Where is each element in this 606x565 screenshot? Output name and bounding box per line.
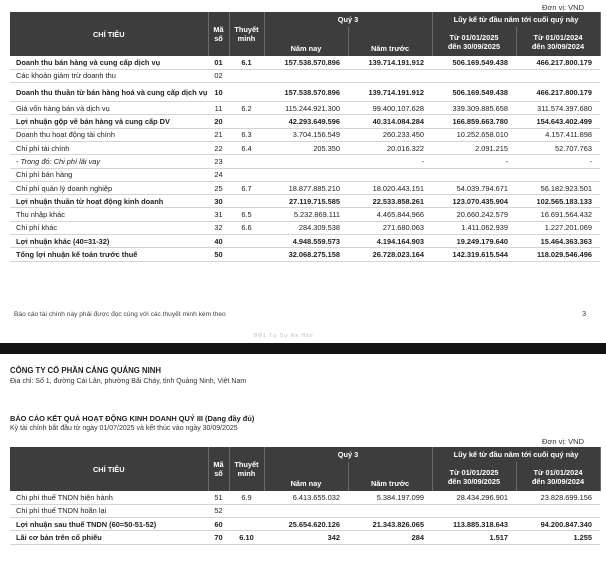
row-label: Doanh thu bán hàng và cung cấp dịch vụ: [10, 56, 208, 69]
row-thuyet-minh: 6.10: [229, 531, 264, 544]
cell-luy-ke-2024: 16.691.564.432: [516, 208, 600, 221]
cell-quy-nam-truoc: 4.465.844.966: [348, 208, 432, 221]
row-ma-so: 51: [208, 491, 229, 504]
header-tu-2024: Từ 01/01/2024 đến 30/09/2024: [516, 27, 600, 56]
cell-luy-ke-2025: 123.070.435.904: [432, 195, 516, 208]
row-label: Chi phí thuế TNDN hoãn lại: [10, 504, 208, 517]
cell-quy-nam-nay: [264, 504, 348, 517]
row-label: Chi phí thuế TNDN hiện hành: [10, 491, 208, 504]
header-tu-2025: Từ 01/01/2025 đến 30/09/2025: [432, 462, 516, 491]
table-row: [10, 531, 600, 544]
cell-quy-nam-truoc: 22.533.858.261: [348, 195, 432, 208]
row-ma-so: 24: [208, 168, 229, 181]
cell-quy-nam-truoc: [348, 168, 432, 181]
cell-luy-ke-2025: [432, 504, 516, 517]
cell-quy-nam-nay: 284.309.538: [264, 221, 348, 234]
row-thuyet-minh: [229, 83, 264, 102]
page-number: 3: [582, 311, 586, 318]
row-thuyet-minh: [229, 69, 264, 82]
row-label: Chi phí quản lý doanh nghiệp: [10, 181, 208, 194]
table-row: [10, 115, 600, 128]
row-label: Lợi nhuận thuần từ hoạt động kinh doanh: [10, 195, 208, 208]
cell-quy-nam-truoc: 284: [348, 531, 432, 544]
cell-luy-ke-2024: [516, 69, 600, 82]
row-label: Doanh thu thuần từ bán hàng hoá và cung cấp dịch vụ: [10, 83, 208, 102]
header-ma-so: Mã số: [208, 447, 229, 491]
header-quy: Quý 3: [264, 447, 432, 462]
table-row: [10, 102, 600, 115]
cell-luy-ke-2024: -: [516, 155, 600, 168]
table-row: [10, 208, 600, 221]
cell-luy-ke-2024: 52.707.763: [516, 141, 600, 154]
cell-luy-ke-2025: 142.319.615.544: [432, 248, 516, 261]
table-row: [10, 56, 600, 69]
table-row: [10, 83, 600, 102]
cell-luy-ke-2025: 28.434.296.901: [432, 491, 516, 504]
cell-quy-nam-nay: 3.704.156.549: [264, 128, 348, 141]
cell-quy-nam-truoc: 40.314.084.284: [348, 115, 432, 128]
row-label: Các khoản giảm trừ doanh thu: [10, 69, 208, 82]
cell-luy-ke-2025: 20.660.242.579: [432, 208, 516, 221]
row-label: Chi phí tài chính: [10, 141, 208, 154]
cell-quy-nam-nay: 205.350: [264, 141, 348, 154]
cell-quy-nam-nay: 32.068.275.158: [264, 248, 348, 261]
row-ma-so: 50: [208, 248, 229, 261]
cell-quy-nam-nay: 115.244.921.300: [264, 102, 348, 115]
row-thuyet-minh: [229, 235, 264, 248]
table-row: [10, 248, 600, 261]
cell-quy-nam-nay: [264, 155, 348, 168]
cell-luy-ke-2024: 56.182.923.501: [516, 181, 600, 194]
header-quy: Quý 3: [264, 12, 432, 27]
cell-quy-nam-nay: 157.538.570.896: [264, 56, 348, 69]
cell-luy-ke-2025: 339.309.885.658: [432, 102, 516, 115]
row-ma-so: 70: [208, 531, 229, 544]
cell-luy-ke-2024: 102.565.183.133: [516, 195, 600, 208]
row-ma-so: 20: [208, 115, 229, 128]
row-ma-so: 11: [208, 102, 229, 115]
row-thuyet-minh: 6.1: [229, 56, 264, 69]
cell-luy-ke-2025: -: [432, 155, 516, 168]
row-ma-so: 22: [208, 141, 229, 154]
cell-quy-nam-truoc: 4.194.164.903: [348, 235, 432, 248]
cell-luy-ke-2025: 506.169.549.438: [432, 56, 516, 69]
row-ma-so: 10: [208, 83, 229, 102]
cell-luy-ke-2025: 506.169.549.438: [432, 83, 516, 102]
row-ma-so: 25: [208, 181, 229, 194]
table-row: [10, 155, 600, 168]
cell-luy-ke-2025: 113.885.318.643: [432, 518, 516, 531]
cell-luy-ke-2025: 1.411.062.939: [432, 221, 516, 234]
cell-quy-nam-nay: 157.538.570.896: [264, 83, 348, 102]
cell-luy-ke-2024: [516, 504, 600, 517]
cell-quy-nam-truoc: 21.343.826.065: [348, 518, 432, 531]
cell-luy-ke-2025: 1.517: [432, 531, 516, 544]
row-thuyet-minh: [229, 504, 264, 517]
row-label: Lợi nhuận gộp về bán hàng và cung cấp DV: [10, 115, 208, 128]
cell-luy-ke-2024: [516, 168, 600, 181]
row-label: Chi phí khác: [10, 221, 208, 234]
table-row: [10, 195, 600, 208]
header-chi-tieu: CHỈ TIÊU: [10, 12, 208, 56]
table-row: [10, 221, 600, 234]
cell-quy-nam-nay: 25.654.620.126: [264, 518, 348, 531]
cell-quy-nam-nay: [264, 168, 348, 181]
header-nam-nay: Năm nay: [264, 462, 348, 491]
footnote: Báo cáo tài chính này phải được đọc cùng với các thuyết minh kèm theo: [14, 311, 226, 318]
table-row: [10, 69, 600, 82]
cell-luy-ke-2024: 154.643.402.499: [516, 115, 600, 128]
row-thuyet-minh: 6.2: [229, 102, 264, 115]
row-label: Lợi nhuận khác (40=31-32): [10, 235, 208, 248]
table-row: [10, 128, 600, 141]
row-label: Lãi cơ bản trên cổ phiếu: [10, 531, 208, 544]
cell-luy-ke-2024: 466.217.800.179: [516, 83, 600, 102]
header-nam-nay: Năm nay: [264, 27, 348, 56]
header-tu-2025: Từ 01/01/2025 đến 30/09/2025: [432, 27, 516, 56]
cell-luy-ke-2024: 1.227.201.069: [516, 221, 600, 234]
company-name: CÔNG TY CỔ PHẦN CẢNG QUẢNG NINH: [10, 366, 162, 375]
cell-quy-nam-truoc: -: [348, 155, 432, 168]
row-thuyet-minh: 6.3: [229, 128, 264, 141]
cell-quy-nam-nay: 6.413.655.032: [264, 491, 348, 504]
cell-quy-nam-nay: [264, 69, 348, 82]
cell-quy-nam-nay: 4.948.559.573: [264, 235, 348, 248]
report-title: BÁO CÁO KẾT QUẢ HOẠT ĐỘNG KINH DOANH QUÝ III (Dạng đầy đủ): [10, 414, 255, 423]
cell-quy-nam-truoc: 20.016.322: [348, 141, 432, 154]
cell-luy-ke-2024: 466.217.800.179: [516, 56, 600, 69]
company-address: Địa chỉ: Số 1, đường Cái Lân, phường Bãi Cháy, tỉnh Quảng Ninh, Việt Nam: [10, 378, 247, 385]
row-label: Doanh thu hoạt động tài chính: [10, 128, 208, 141]
row-thuyet-minh: [229, 195, 264, 208]
cell-quy-nam-nay: 18.877.885.210: [264, 181, 348, 194]
cell-quy-nam-nay: 42.293.649.596: [264, 115, 348, 128]
row-thuyet-minh: [229, 115, 264, 128]
cell-quy-nam-truoc: 271.680.063: [348, 221, 432, 234]
table-row: [10, 141, 600, 154]
row-label: - Trong đó: Chi phí lãi vay: [10, 155, 208, 168]
cell-quy-nam-truoc: [348, 69, 432, 82]
row-thuyet-minh: 6.7: [229, 181, 264, 194]
table-row: [10, 168, 600, 181]
cell-quy-nam-truoc: 26.728.023.164: [348, 248, 432, 261]
row-ma-so: 21: [208, 128, 229, 141]
row-ma-so: 60: [208, 518, 229, 531]
cell-luy-ke-2024: 4.157.411.898: [516, 128, 600, 141]
cell-quy-nam-nay: 5.232.869.111: [264, 208, 348, 221]
cell-quy-nam-nay: 342: [264, 531, 348, 544]
row-ma-so: 01: [208, 56, 229, 69]
row-thuyet-minh: [229, 155, 264, 168]
table-row: [10, 181, 600, 194]
cell-luy-ke-2025: 2.091.215: [432, 141, 516, 154]
table-row: [10, 235, 600, 248]
cell-quy-nam-truoc: 139.714.191.912: [348, 83, 432, 102]
row-thuyet-minh: 6.6: [229, 221, 264, 234]
row-ma-so: 32: [208, 221, 229, 234]
row-thuyet-minh: 6.4: [229, 141, 264, 154]
cell-luy-ke-2024: 1.255: [516, 531, 600, 544]
income-statement-table-page1: [10, 12, 601, 262]
row-ma-so: 52: [208, 504, 229, 517]
cell-luy-ke-2025: [432, 168, 516, 181]
row-thuyet-minh: [229, 518, 264, 531]
cell-luy-ke-2024: 94.200.847.340: [516, 518, 600, 531]
cell-luy-ke-2025: [432, 69, 516, 82]
cell-luy-ke-2025: 166.859.663.780: [432, 115, 516, 128]
cell-luy-ke-2024: 23.828.699.156: [516, 491, 600, 504]
cell-luy-ke-2024: 311.574.397.680: [516, 102, 600, 115]
row-ma-so: 02: [208, 69, 229, 82]
table-row: [10, 504, 600, 517]
header-thuyet-minh: Thuyết minh: [229, 12, 264, 56]
row-thuyet-minh: [229, 168, 264, 181]
cell-quy-nam-nay: 27.119.715.585: [264, 195, 348, 208]
header-nam-truoc: Năm trước: [348, 462, 432, 491]
row-thuyet-minh: 6.5: [229, 208, 264, 221]
report-period: Kỳ tài chính bắt đầu từ ngày 01/07/2025 và kết thúc vào ngày 30/09/2025: [10, 425, 238, 432]
header-luy-ke: Lũy kế từ đầu năm tới cuối quý này: [432, 12, 600, 27]
header-ma-so: Mã số: [208, 12, 229, 56]
header-tu-2024: Từ 01/01/2024 đến 30/09/2024: [516, 462, 600, 491]
cell-quy-nam-truoc: 139.714.191.912: [348, 56, 432, 69]
footer-scribble: BĐ1 Tự Sự Nk Hào: [254, 333, 314, 339]
row-ma-so: 40: [208, 235, 229, 248]
row-label: Chi phí bán hàng: [10, 168, 208, 181]
row-label: Lợi nhuận sau thuế TNDN (60=50-51-52): [10, 518, 208, 531]
row-label: Giá vốn hàng bán và dịch vụ: [10, 102, 208, 115]
table-row: [10, 491, 600, 504]
cell-luy-ke-2025: 10.252.658.010: [432, 128, 516, 141]
row-ma-so: 30: [208, 195, 229, 208]
cell-quy-nam-truoc: [348, 504, 432, 517]
row-thuyet-minh: 6.9: [229, 491, 264, 504]
cell-quy-nam-truoc: 260.233.450: [348, 128, 432, 141]
row-ma-so: 23: [208, 155, 229, 168]
row-label: Thu nhập khác: [10, 208, 208, 221]
page-divider: [0, 343, 606, 354]
row-ma-so: 31: [208, 208, 229, 221]
unit-label-page2: Đơn vị: VND: [541, 437, 584, 446]
row-thuyet-minh: [229, 248, 264, 261]
cell-luy-ke-2025: 54.039.794.671: [432, 181, 516, 194]
header-luy-ke: Lũy kế từ đầu năm tới cuối quý này: [432, 447, 600, 462]
cell-luy-ke-2025: 19.249.179.640: [432, 235, 516, 248]
cell-luy-ke-2024: 15.464.363.363: [516, 235, 600, 248]
header-chi-tieu: CHỈ TIÊU: [10, 447, 208, 491]
cell-quy-nam-truoc: 99.400.107.628: [348, 102, 432, 115]
cell-quy-nam-truoc: 5.384.197.099: [348, 491, 432, 504]
table-row: [10, 518, 600, 531]
header-nam-truoc: Năm trước: [348, 27, 432, 56]
row-label: Tổng lợi nhuận kế toán trước thuế: [10, 248, 208, 261]
income-statement-table-page2: [10, 447, 601, 545]
cell-luy-ke-2024: 118.029.546.496: [516, 248, 600, 261]
header-thuyet-minh: Thuyết minh: [229, 447, 264, 491]
cell-quy-nam-truoc: 18.020.443.151: [348, 181, 432, 194]
unit-label-page1: Đơn vị: VND: [541, 3, 584, 12]
